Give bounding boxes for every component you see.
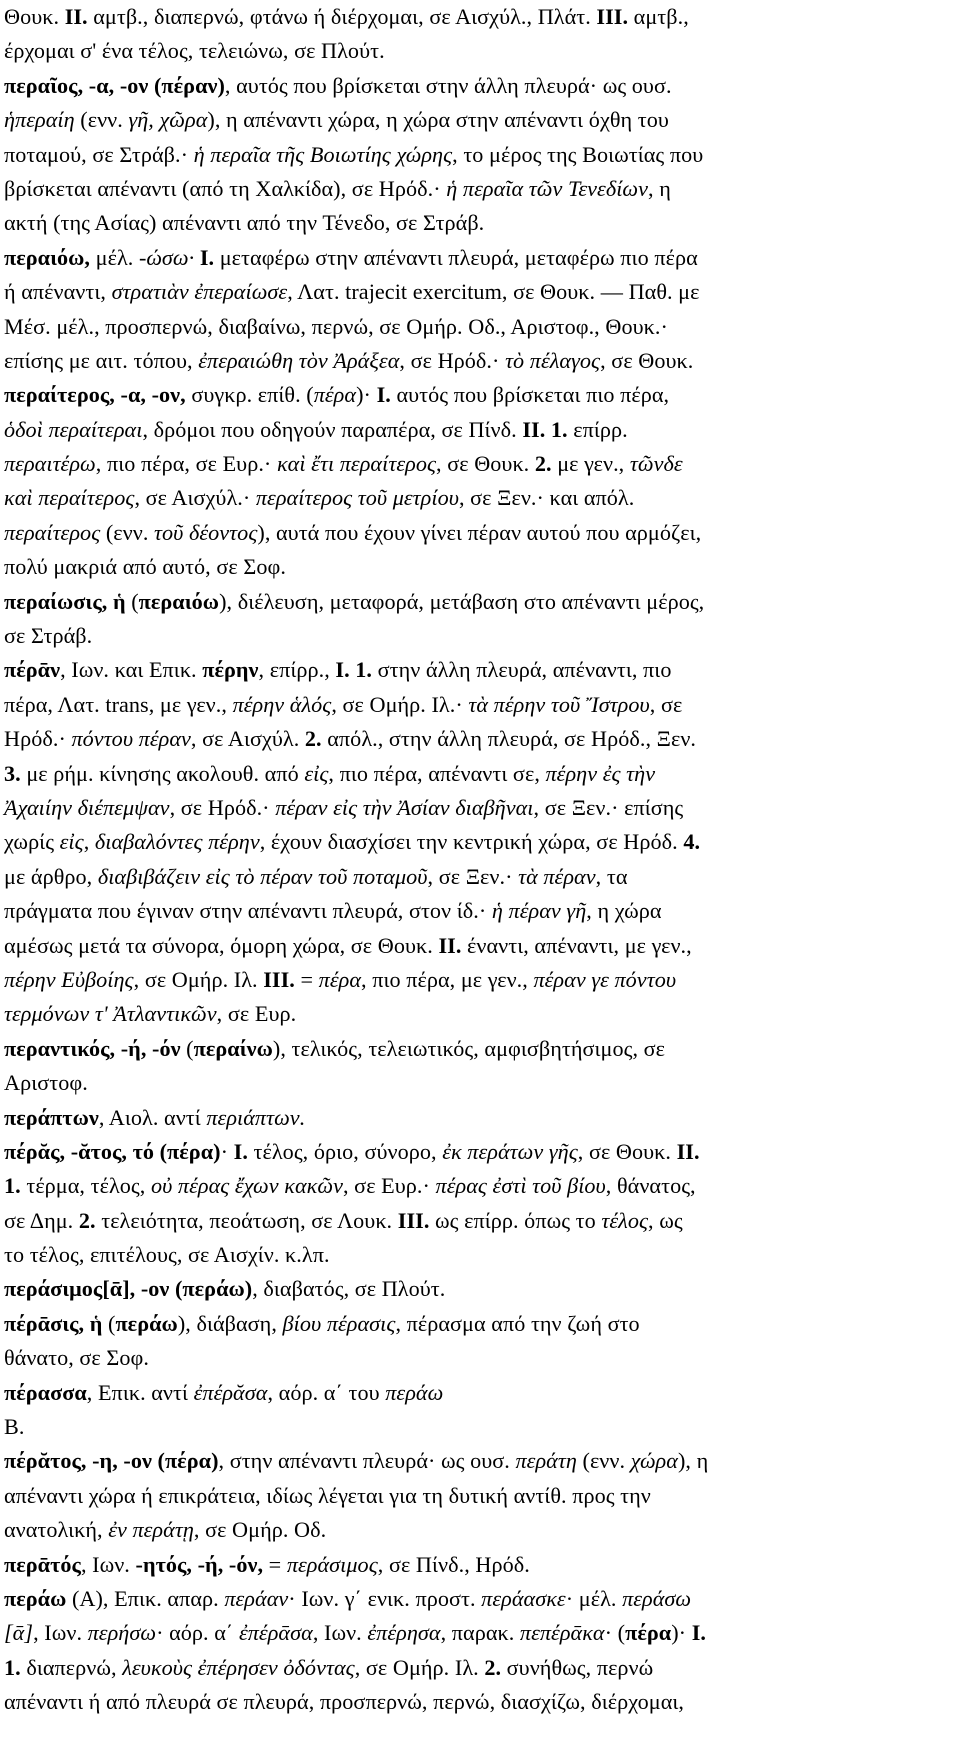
italic-run: περήσω bbox=[87, 1620, 157, 1646]
text-run: , σε Ομήρ. Οδ. bbox=[193, 1517, 327, 1543]
text-run: μεταφέρω στην απέναντι πλευρά, μεταφέρω πιο πέρα bbox=[214, 244, 698, 270]
bold-run: II. bbox=[438, 932, 462, 958]
text-run: , σε Πίνδ., Ηρόδ. bbox=[377, 1551, 530, 1577]
bold-run: περαιόω bbox=[138, 588, 220, 614]
italic-run: λευκοὺς ἐπέρησεν ὀδόντας bbox=[122, 1654, 355, 1680]
italic-run: περάω bbox=[385, 1379, 444, 1405]
italic-run: τοῦ δέοντος bbox=[154, 519, 258, 545]
text-line bbox=[4, 516, 956, 550]
text-run: , πιο πέρα, με γεν., bbox=[361, 966, 534, 992]
text-run: με γεν., bbox=[551, 451, 630, 477]
text-run: , bbox=[83, 829, 95, 855]
italic-run: ὁδοὶ περαίτεραι bbox=[4, 416, 143, 442]
italic-run: περάασκε bbox=[481, 1585, 566, 1611]
bold-run: II. bbox=[64, 4, 88, 29]
italic-run: περάαν bbox=[224, 1585, 289, 1611]
text-line bbox=[4, 413, 956, 447]
bold-run: I. bbox=[233, 1138, 248, 1164]
text-run: , ως bbox=[648, 1207, 683, 1233]
text-line bbox=[4, 34, 956, 68]
text-run: στην άλλη πλευρά, απέναντι, πιο bbox=[372, 657, 672, 683]
text-line bbox=[4, 1548, 956, 1582]
text-run: σε Δημ. bbox=[4, 1207, 79, 1233]
text-run: , παρακ. bbox=[440, 1620, 520, 1646]
text-line bbox=[4, 653, 956, 687]
text-run: ), διέλευση, μεταφορά, μετάβαση στο απέναντι μέρος, bbox=[219, 588, 705, 614]
italic-run: οὐ πέρας ἔχων κακῶν bbox=[150, 1173, 343, 1199]
text-run: τελειότητα, πεοάτωση, σε Λουκ. bbox=[95, 1207, 398, 1233]
italic-run: τὸ πέλαγος bbox=[505, 347, 601, 373]
text-line bbox=[4, 275, 956, 309]
text-line bbox=[4, 0, 956, 34]
bold-run: 1. bbox=[4, 1654, 21, 1680]
text-run: αυτός που βρίσκεται πιο πέρα, bbox=[390, 382, 670, 408]
text-run: , σε Ευρ. bbox=[216, 1001, 297, 1027]
italic-run: πέρην ἐς τὴν bbox=[545, 760, 656, 786]
text-run: το τέλος, επιτέλους, σε Αισχίν. κ.λπ. bbox=[4, 1242, 330, 1268]
text-line bbox=[4, 1410, 956, 1444]
italic-run: τῶνδε bbox=[629, 451, 683, 477]
text-run: , θάνατος, bbox=[605, 1173, 696, 1199]
text-run: = bbox=[263, 1551, 287, 1577]
bold-run: I. bbox=[376, 382, 391, 408]
text-run: αμέσως μετά τα σύνορα, όμορη χώρα, σε Θουκ. bbox=[4, 932, 439, 958]
text-line bbox=[4, 963, 956, 997]
bold-run: 3. bbox=[4, 760, 21, 786]
bold-run: πέρασσα bbox=[4, 1379, 87, 1405]
text-run: με άρθρο, bbox=[4, 863, 98, 889]
text-line bbox=[4, 860, 956, 894]
italic-run: [ᾱ] bbox=[4, 1620, 34, 1646]
text-run: Αριστοφ. bbox=[4, 1070, 88, 1096]
italic-run: τέλος bbox=[601, 1207, 649, 1233]
text-run: , σε Ομήρ. Ιλ. bbox=[354, 1654, 485, 1680]
text-run: έναντι, απέναντι, με γεν., bbox=[461, 932, 692, 958]
bold-run: πέρᾱν bbox=[4, 657, 61, 683]
italic-run: περάτη bbox=[515, 1448, 577, 1474]
text-line bbox=[4, 1066, 956, 1100]
text-run: επίρρ. bbox=[567, 416, 628, 442]
text-run: )· bbox=[356, 382, 377, 408]
text-run: αμτβ., διαπερνώ, φτάνω ή διέρχομαι, σε Αισχύλ., Πλάτ. bbox=[87, 4, 597, 29]
text-run: , σε Ευρ.· bbox=[342, 1173, 436, 1199]
text-run: , σε Θουκ. bbox=[577, 1138, 677, 1164]
bold-run: II. 1. bbox=[522, 416, 568, 442]
text-run: έρχομαι σ' ένα τέλος, τελειώνω, σε Πλούτ. bbox=[4, 38, 385, 64]
bold-run: -ητός, -ή, -όν, bbox=[135, 1551, 264, 1577]
text-run: , στην απέναντι πλευρά· ως ουσ. bbox=[218, 1448, 516, 1474]
text-line bbox=[4, 1582, 956, 1616]
bold-run: 2. bbox=[304, 726, 322, 752]
bold-run: III. bbox=[596, 4, 629, 29]
italic-run: καὶ ἔτι περαίτερος bbox=[276, 451, 437, 477]
text-line bbox=[4, 138, 956, 172]
italic-run: πέρα bbox=[318, 966, 362, 992]
text-run: , τα bbox=[595, 863, 628, 889]
text-line bbox=[4, 103, 956, 137]
text-line bbox=[4, 1444, 956, 1478]
italic-run: περάσιμος bbox=[286, 1551, 378, 1577]
italic-run: ἐν περάτῃ bbox=[108, 1517, 194, 1543]
italic-run: πέραν εἰς τὴν Ἀσίαν διαβῆναι bbox=[275, 794, 534, 820]
text-run: , Ιων. bbox=[312, 1620, 368, 1646]
text-run: , το μέρος της Βοιωτίας που bbox=[452, 141, 704, 167]
italic-run: περάσω bbox=[622, 1585, 692, 1611]
text-line bbox=[4, 69, 956, 103]
text-run: πέρα, Λατ. trans, με γεν., bbox=[4, 691, 233, 717]
bold-run: πέρα bbox=[625, 1620, 672, 1646]
bold-run: πέρην bbox=[202, 657, 259, 683]
text-run: βρίσκεται απέναντι (από τη Χαλκίδα), σε Ηρόδ.· bbox=[4, 175, 447, 201]
italic-run: στρατιὰν ἐπεραίωσε bbox=[111, 279, 288, 305]
text-line bbox=[4, 447, 956, 481]
text-run: = bbox=[294, 966, 319, 992]
italic-run: ἡ περαῖα τῆς Βοιωτίης χώρης bbox=[193, 141, 453, 167]
text-run: , σε Ξεν.· και απόλ. bbox=[458, 485, 635, 511]
text-run: , πέρασμα από την ζωή στο bbox=[395, 1310, 640, 1336]
text-run: , διαβατός, σε Πλούτ. bbox=[252, 1276, 446, 1302]
text-run: συνήθως, περνώ bbox=[501, 1654, 654, 1680]
text-run: , έχουν διασχίσει την κεντρική χώρα, σε Ηρόδ. bbox=[259, 829, 684, 855]
italic-run: τερμόνων τ' Ἀτλαντικῶν bbox=[4, 1001, 217, 1027]
text-run: Β. bbox=[4, 1414, 25, 1440]
italic-run: ἡπεραίη bbox=[4, 107, 75, 133]
text-run: (ενν. bbox=[100, 519, 155, 545]
text-run: τέρμα, τέλος, bbox=[20, 1173, 151, 1199]
text-run: απέναντι ή από πλευρά σε πλευρά, προσπερνώ, περνώ, διασχίζω, διέρχομαι, bbox=[4, 1689, 684, 1715]
text-line bbox=[4, 1204, 956, 1238]
text-run: διαπερνώ, bbox=[20, 1654, 123, 1680]
bold-run: πέρᾱσις, ἡ bbox=[4, 1310, 103, 1336]
text-run: )· bbox=[671, 1620, 692, 1646]
text-run: , αυτός που βρίσκεται στην άλλη πλευρά· ως ουσ. bbox=[224, 72, 672, 98]
text-run: θάνατο, σε Σοφ. bbox=[4, 1345, 149, 1371]
text-run: · Ιων. γ΄ ενικ. προστ. bbox=[288, 1585, 482, 1611]
italic-run: πέραν γε πόντου bbox=[533, 966, 677, 992]
text-line bbox=[4, 791, 956, 825]
text-run: μέλ. bbox=[90, 244, 139, 270]
text-line bbox=[4, 825, 956, 859]
text-run: , η bbox=[648, 175, 671, 201]
italic-run: ἐπέρᾱσα bbox=[238, 1620, 313, 1646]
italic-run: εἰς bbox=[304, 760, 329, 786]
text-run: · μέλ. bbox=[565, 1585, 623, 1611]
text-run: ως επίρρ. όπως το bbox=[429, 1207, 602, 1233]
italic-run: τὰ πέραν bbox=[518, 863, 596, 889]
bold-run: περαίνω bbox=[193, 1035, 273, 1061]
text-line bbox=[4, 1238, 956, 1272]
text-run: , Ιων. bbox=[33, 1620, 88, 1646]
bold-run: 2. bbox=[484, 1654, 502, 1680]
bold-run: περαίτερος, -α, -ον, bbox=[4, 382, 186, 408]
text-run: απόλ., στην άλλη πλευρά, σε Ηρόδ., Ξεν. bbox=[321, 726, 697, 752]
text-run: ), διάβαση, bbox=[177, 1310, 283, 1336]
text-run: , σε Ξεν.· bbox=[427, 863, 519, 889]
italic-run: χώρα bbox=[630, 1448, 678, 1474]
text-run: απέναντι χώρα ή επικράτεια, ιδίως λέγεται για τη δυτική αντίθ. προς την bbox=[4, 1482, 651, 1508]
italic-run: καὶ περαίτερος bbox=[4, 485, 135, 511]
text-line bbox=[4, 688, 956, 722]
text-line bbox=[4, 997, 956, 1031]
text-line bbox=[4, 585, 956, 619]
italic-run: βίου πέρασις bbox=[282, 1310, 396, 1336]
text-line bbox=[4, 1479, 956, 1513]
italic-run: πέρα bbox=[313, 382, 357, 408]
text-run: με ρήμ. κίνησης ακολουθ. από bbox=[20, 760, 305, 786]
bold-run: πέρᾰς, -ᾰτος, τό (πέρα) bbox=[4, 1138, 221, 1164]
text-line bbox=[4, 757, 956, 791]
italic-run: περαίτερος bbox=[4, 519, 101, 545]
text-run: Μέσ. μέλ., προσπερνώ, διαβαίνω, περνώ, σε Ομήρ. Οδ., Αριστοφ., Θουκ.· bbox=[4, 313, 668, 339]
text-line bbox=[4, 481, 956, 515]
text-run: ακτή (της Ασίας) απέναντι από την Τένεδο, σε Στράβ. bbox=[4, 210, 485, 236]
text-line bbox=[4, 1101, 956, 1135]
text-line bbox=[4, 1135, 956, 1169]
text-run: , Ιων. bbox=[80, 1551, 136, 1577]
text-line bbox=[4, 1616, 956, 1650]
bold-run: II. bbox=[676, 1138, 700, 1164]
text-run: , Αιολ. αντί bbox=[98, 1104, 207, 1130]
italic-run: περιάπτων. bbox=[206, 1104, 306, 1130]
text-line bbox=[4, 1341, 956, 1375]
bold-run: 4. bbox=[683, 829, 701, 855]
text-run: ), η απέναντι χώρα, η χώρα στην απέναντι όχθη του bbox=[207, 107, 669, 133]
text-run: , επίρρ., bbox=[258, 657, 336, 683]
text-run: , Επικ. αντί bbox=[86, 1379, 194, 1405]
text-line bbox=[4, 1651, 956, 1685]
text-run: , πιο πέρα, σε Ευρ.· bbox=[95, 451, 277, 477]
text-run: χωρίς bbox=[4, 829, 60, 855]
text-run: , σε Αισχύλ. bbox=[190, 726, 305, 752]
text-line bbox=[4, 310, 956, 344]
italic-run: ἐκ περάτων γῆς bbox=[442, 1138, 578, 1164]
text-run: , σε Ομήρ. Ιλ.· bbox=[331, 691, 469, 717]
text-run: ( bbox=[102, 1310, 116, 1336]
bold-run: περᾱτός bbox=[4, 1551, 81, 1577]
text-line bbox=[4, 929, 956, 963]
text-run: , δρόμοι που οδηγούν παραπέρα, σε Πίνδ. bbox=[142, 416, 523, 442]
text-run: , σε bbox=[649, 691, 683, 717]
text-line bbox=[4, 1513, 956, 1547]
text-run: αμτβ., bbox=[628, 4, 689, 29]
bold-run: πέρᾰτος, -η, -ον (πέρα) bbox=[4, 1448, 219, 1474]
bold-run: I. 1. bbox=[335, 657, 373, 683]
italic-run: διαβιβάζειν εἰς τὸ πέραν τοῦ ποταμοῦ bbox=[97, 863, 428, 889]
text-line bbox=[4, 722, 956, 756]
text-line bbox=[4, 378, 956, 412]
text-run: ), αυτά που έχουν γίνει πέραν αυτού που αρμόζει, bbox=[257, 519, 702, 545]
text-run: Ηρόδ.· bbox=[4, 726, 72, 752]
bold-run: περαίωσις, ἡ bbox=[4, 588, 126, 614]
italic-run: ἐπέρησα bbox=[367, 1620, 441, 1646]
text-line bbox=[4, 1307, 956, 1341]
bold-run: 2. bbox=[78, 1207, 96, 1233]
text-line bbox=[4, 241, 956, 275]
text-run: · αόρ. α΄ bbox=[156, 1620, 239, 1646]
text-run: ( bbox=[125, 588, 139, 614]
text-run: ή απέναντι, bbox=[4, 279, 112, 305]
italic-run: περαιτέρω bbox=[4, 451, 96, 477]
bold-run: περάω bbox=[115, 1310, 178, 1336]
italic-run: πέρην Εὐβοίης bbox=[4, 966, 134, 992]
italic-run: Ἀχαιίην διέπεμψαν bbox=[4, 794, 170, 820]
text-run: (Α), Επικ. απαρ. bbox=[66, 1585, 225, 1611]
text-run: Θουκ. bbox=[4, 4, 65, 29]
text-run: , Ιων. και Επικ. bbox=[60, 657, 203, 683]
text-line bbox=[4, 206, 956, 240]
italic-run: ἐπεραιώθη τὸν Ἀράξεα bbox=[198, 347, 400, 373]
bold-run: I. bbox=[691, 1620, 706, 1646]
bold-run: III. bbox=[263, 966, 295, 992]
text-run: επίσης με αιτ. τόπου, bbox=[4, 347, 199, 373]
bold-run: περαιόω, bbox=[4, 244, 91, 270]
text-run: , σε Ηρόδ.· bbox=[399, 347, 506, 373]
italic-run: διαβαλόντες πέρην bbox=[94, 829, 260, 855]
italic-run: πέρας ἐστὶ τοῦ βίου bbox=[435, 1173, 606, 1199]
italic-run: τὰ πέρην τοῦ Ἴστρου bbox=[468, 691, 650, 717]
italic-run: -ώσω· bbox=[138, 244, 195, 270]
text-line bbox=[4, 1272, 956, 1306]
bold-run: περάσιμος[ᾱ], -ον (περάω) bbox=[4, 1276, 253, 1302]
text-run: συγκρ. επίθ. ( bbox=[185, 382, 314, 408]
text-run: , σε Ξεν.· επίσης bbox=[533, 794, 684, 820]
bold-run: περάπτων bbox=[4, 1104, 99, 1130]
text-run: , σε Θουκ. bbox=[600, 347, 694, 373]
text-run: ( bbox=[180, 1035, 194, 1061]
text-run: σε Στράβ. bbox=[4, 623, 93, 649]
text-run: πράγματα που έγιναν στην απέναντι πλευρά, στον ίδ.· bbox=[4, 898, 492, 924]
text-line bbox=[4, 1169, 956, 1203]
italic-run: γῆ, χῶρα bbox=[128, 107, 208, 133]
text-line bbox=[4, 1685, 956, 1719]
bold-run: 1. bbox=[4, 1173, 21, 1199]
text-line bbox=[4, 1376, 956, 1410]
text-run: ποταμού, σε Στράβ.· bbox=[4, 141, 194, 167]
text-line bbox=[4, 172, 956, 206]
text-run: , σε Θουκ. bbox=[436, 451, 535, 477]
italic-run: εἰς bbox=[59, 829, 84, 855]
text-run: ), τελικός, τελειωτικός, αμφισβητήσιμος, σε bbox=[272, 1035, 666, 1061]
text-line bbox=[4, 344, 956, 378]
text-run: (ενν. bbox=[74, 107, 129, 133]
italic-run: πόντου πέραν bbox=[71, 726, 191, 752]
text-run: τέλος, όριο, σύνορο, bbox=[247, 1138, 443, 1164]
text-run: · ( bbox=[604, 1620, 626, 1646]
bold-run: I. bbox=[199, 244, 215, 270]
bold-run: περάω bbox=[4, 1585, 67, 1611]
text-run: ανατολική, bbox=[4, 1517, 109, 1543]
italic-run: πέρην ἁλός bbox=[232, 691, 332, 717]
text-run: , πιο πέρα, απέναντι σε, bbox=[328, 760, 546, 786]
italic-run: περαίτερος τοῦ μετρίου bbox=[255, 485, 459, 511]
text-run: · bbox=[220, 1138, 234, 1164]
text-line bbox=[4, 1032, 956, 1066]
italic-run: πεπέρᾱκα bbox=[519, 1620, 605, 1646]
text-line bbox=[4, 894, 956, 928]
italic-run: ἡ περαῖα τῶν Τενεδίων bbox=[446, 175, 649, 201]
bold-run: 2. bbox=[534, 451, 552, 477]
text-run: , σε Ομήρ. Ιλ. bbox=[133, 966, 264, 992]
text-line bbox=[4, 550, 956, 584]
text-run: , η χώρα bbox=[586, 898, 662, 924]
text-run: , σε Αισχύλ.· bbox=[134, 485, 256, 511]
bold-run: III. bbox=[397, 1207, 430, 1233]
bold-run: περαντικός, -ή, -όν bbox=[4, 1035, 181, 1061]
text-line bbox=[4, 619, 956, 653]
italic-run: ἐπέρᾰσα bbox=[193, 1379, 268, 1405]
text-run: , αόρ. α΄ του bbox=[267, 1379, 386, 1405]
text-run: , σε Ηρόδ.· bbox=[169, 794, 276, 820]
bold-run: περαῖος, -α, -ον (πέραν) bbox=[4, 72, 225, 98]
text-run: πολύ μακριά από αυτό, σε Σοφ. bbox=[4, 554, 286, 580]
text-run: ), η bbox=[677, 1448, 709, 1474]
text-run: , Λατ. trajecit exercitum, σε Θουκ. — Παθ. με bbox=[287, 279, 700, 305]
italic-run: ἡ πέραν γῆ bbox=[491, 898, 587, 924]
text-run: (ενν. bbox=[576, 1448, 631, 1474]
